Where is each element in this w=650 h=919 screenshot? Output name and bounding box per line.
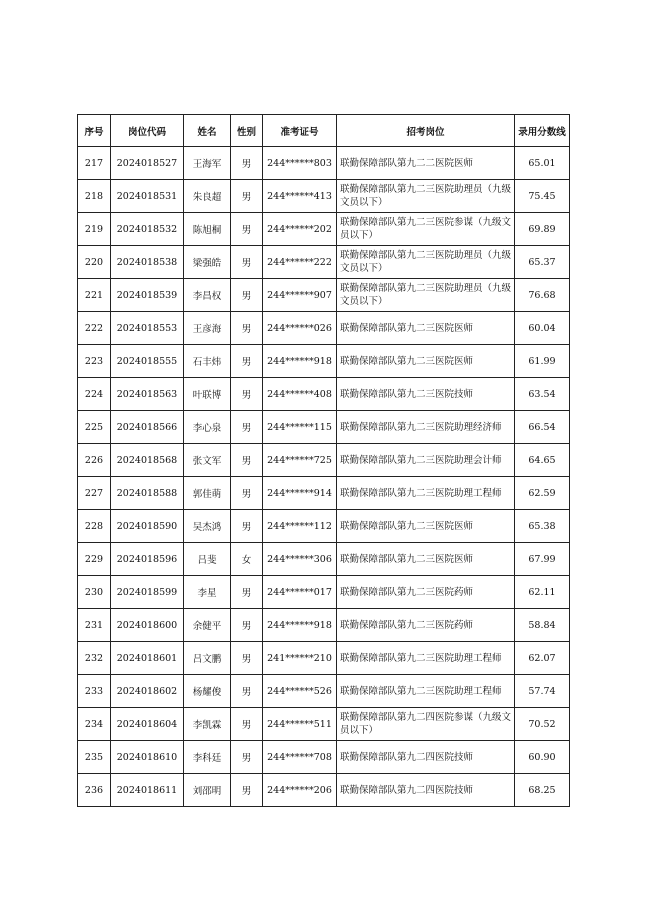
score-line-cell: 64.65 bbox=[515, 444, 570, 477]
score-line-cell: 62.59 bbox=[515, 477, 570, 510]
serial-number-cell: 222 bbox=[78, 312, 111, 345]
table-row bbox=[78, 213, 570, 246]
admission-ticket-cell: 244******017 bbox=[263, 576, 337, 609]
admission-ticket-cell: 244******918 bbox=[263, 345, 337, 378]
header-name: 姓名 bbox=[184, 115, 231, 147]
score-line-cell: 70.52 bbox=[515, 708, 570, 741]
name-cell: 李心泉 bbox=[184, 411, 231, 444]
recruit-position-cell: 联勤保障部队第九二三医院药师 bbox=[337, 609, 515, 642]
table-row bbox=[78, 246, 570, 279]
gender-cell: 男 bbox=[231, 510, 263, 543]
position-code-cell: 2024018532 bbox=[111, 213, 184, 246]
name-cell: 余健平 bbox=[184, 609, 231, 642]
gender-cell: 男 bbox=[231, 213, 263, 246]
table-row bbox=[78, 510, 570, 543]
table-row bbox=[78, 477, 570, 510]
name-cell: 叶联博 bbox=[184, 378, 231, 411]
admission-ticket-cell: 244******115 bbox=[263, 411, 337, 444]
recruit-position-cell: 联勤保障部队第九二四医院参谋（九级文员以下） bbox=[337, 708, 515, 741]
recruit-position-cell: 联勤保障部队第九二三医院助理工程师 bbox=[337, 675, 515, 708]
recruit-position-cell: 联勤保障部队第九二三医院技师 bbox=[337, 378, 515, 411]
gender-cell: 男 bbox=[231, 246, 263, 279]
position-code-cell: 2024018611 bbox=[111, 774, 184, 807]
position-code-cell: 2024018588 bbox=[111, 477, 184, 510]
recruit-position-cell: 联勤保障部队第九二三医院医师 bbox=[337, 345, 515, 378]
admission-ticket-cell: 244******725 bbox=[263, 444, 337, 477]
table-row bbox=[78, 279, 570, 312]
name-cell: 梁强皓 bbox=[184, 246, 231, 279]
score-line-cell: 65.37 bbox=[515, 246, 570, 279]
serial-number-cell: 233 bbox=[78, 675, 111, 708]
header-admission-ticket: 准考证号 bbox=[263, 115, 337, 147]
score-line-cell: 63.54 bbox=[515, 378, 570, 411]
gender-cell: 男 bbox=[231, 411, 263, 444]
serial-number-cell: 229 bbox=[78, 543, 111, 576]
recruit-position-cell: 联勤保障部队第九二二医院医师 bbox=[337, 147, 515, 180]
table-row bbox=[78, 774, 570, 807]
gender-cell: 男 bbox=[231, 312, 263, 345]
recruit-position-cell: 联勤保障部队第九二三医院助理工程师 bbox=[337, 477, 515, 510]
table-header-row bbox=[78, 115, 570, 147]
recruit-position-cell: 联勤保障部队第九二三医院助理员（九级文员以下） bbox=[337, 246, 515, 279]
table-row bbox=[78, 576, 570, 609]
admission-ticket-cell: 244******112 bbox=[263, 510, 337, 543]
admission-ticket-cell: 244******306 bbox=[263, 543, 337, 576]
name-cell: 吕文鹏 bbox=[184, 642, 231, 675]
score-line-cell: 68.25 bbox=[515, 774, 570, 807]
table-row bbox=[78, 378, 570, 411]
admission-ticket-cell: 244******222 bbox=[263, 246, 337, 279]
name-cell: 张文军 bbox=[184, 444, 231, 477]
gender-cell: 男 bbox=[231, 444, 263, 477]
table-row bbox=[78, 642, 570, 675]
admission-ticket-cell: 241******210 bbox=[263, 642, 337, 675]
serial-number-cell: 232 bbox=[78, 642, 111, 675]
admission-ticket-cell: 244******511 bbox=[263, 708, 337, 741]
gender-cell: 男 bbox=[231, 180, 263, 213]
serial-number-cell: 231 bbox=[78, 609, 111, 642]
position-code-cell: 2024018590 bbox=[111, 510, 184, 543]
name-cell: 李科廷 bbox=[184, 741, 231, 774]
admission-ticket-cell: 244******206 bbox=[263, 774, 337, 807]
position-code-cell: 2024018596 bbox=[111, 543, 184, 576]
gender-cell: 男 bbox=[231, 642, 263, 675]
serial-number-cell: 224 bbox=[78, 378, 111, 411]
name-cell: 王彦海 bbox=[184, 312, 231, 345]
recruit-position-cell: 联勤保障部队第九二三医院助理工程师 bbox=[337, 642, 515, 675]
serial-number-cell: 225 bbox=[78, 411, 111, 444]
position-code-cell: 2024018563 bbox=[111, 378, 184, 411]
serial-number-cell: 234 bbox=[78, 708, 111, 741]
serial-number-cell: 227 bbox=[78, 477, 111, 510]
admission-ticket-cell: 244******526 bbox=[263, 675, 337, 708]
recruit-position-cell: 联勤保障部队第九二三医院助理经济师 bbox=[337, 411, 515, 444]
position-code-cell: 2024018538 bbox=[111, 246, 184, 279]
recruit-position-cell: 联勤保障部队第九二三医院助理员（九级文员以下） bbox=[337, 279, 515, 312]
gender-cell: 男 bbox=[231, 378, 263, 411]
position-code-cell: 2024018568 bbox=[111, 444, 184, 477]
admission-ticket-cell: 244******026 bbox=[263, 312, 337, 345]
serial-number-cell: 223 bbox=[78, 345, 111, 378]
score-line-cell: 66.54 bbox=[515, 411, 570, 444]
name-cell: 吕斐 bbox=[184, 543, 231, 576]
name-cell: 朱良超 bbox=[184, 180, 231, 213]
gender-cell: 男 bbox=[231, 576, 263, 609]
score-line-cell: 61.99 bbox=[515, 345, 570, 378]
position-code-cell: 2024018600 bbox=[111, 609, 184, 642]
score-line-cell: 57.74 bbox=[515, 675, 570, 708]
position-code-cell: 2024018527 bbox=[111, 147, 184, 180]
table-row bbox=[78, 708, 570, 741]
position-code-cell: 2024018610 bbox=[111, 741, 184, 774]
table-row bbox=[78, 180, 570, 213]
score-line-cell: 62.11 bbox=[515, 576, 570, 609]
gender-cell: 男 bbox=[231, 741, 263, 774]
gender-cell: 男 bbox=[231, 345, 263, 378]
admission-ticket-cell: 244******413 bbox=[263, 180, 337, 213]
name-cell: 郭佳萌 bbox=[184, 477, 231, 510]
score-line-cell: 60.90 bbox=[515, 741, 570, 774]
name-cell: 吴杰鸿 bbox=[184, 510, 231, 543]
position-code-cell: 2024018602 bbox=[111, 675, 184, 708]
admission-ticket-cell: 244******914 bbox=[263, 477, 337, 510]
recruit-position-cell: 联勤保障部队第九二三医院医师 bbox=[337, 510, 515, 543]
serial-number-cell: 230 bbox=[78, 576, 111, 609]
header-score-line: 录用分数线 bbox=[515, 115, 570, 147]
header-position-code: 岗位代码 bbox=[111, 115, 184, 147]
table-row bbox=[78, 543, 570, 576]
admission-ticket-cell: 244******918 bbox=[263, 609, 337, 642]
admission-ticket-cell: 244******202 bbox=[263, 213, 337, 246]
table-row bbox=[78, 609, 570, 642]
table-row bbox=[78, 312, 570, 345]
serial-number-cell: 220 bbox=[78, 246, 111, 279]
admission-ticket-cell: 244******708 bbox=[263, 741, 337, 774]
score-line-cell: 76.68 bbox=[515, 279, 570, 312]
recruit-position-cell: 联勤保障部队第九二三医院助理会计师 bbox=[337, 444, 515, 477]
table-row bbox=[78, 411, 570, 444]
name-cell: 刘邵明 bbox=[184, 774, 231, 807]
table-row bbox=[78, 444, 570, 477]
serial-number-cell: 219 bbox=[78, 213, 111, 246]
admission-score-table bbox=[77, 114, 570, 807]
position-code-cell: 2024018555 bbox=[111, 345, 184, 378]
table-row bbox=[78, 675, 570, 708]
name-cell: 李星 bbox=[184, 576, 231, 609]
serial-number-cell: 226 bbox=[78, 444, 111, 477]
position-code-cell: 2024018601 bbox=[111, 642, 184, 675]
gender-cell: 男 bbox=[231, 279, 263, 312]
position-code-cell: 2024018599 bbox=[111, 576, 184, 609]
gender-cell: 女 bbox=[231, 543, 263, 576]
header-serial-number: 序号 bbox=[78, 115, 111, 147]
header-gender: 性别 bbox=[231, 115, 263, 147]
score-line-cell: 65.38 bbox=[515, 510, 570, 543]
position-code-cell: 2024018531 bbox=[111, 180, 184, 213]
table-body bbox=[78, 147, 570, 807]
table-row bbox=[78, 345, 570, 378]
score-line-cell: 62.07 bbox=[515, 642, 570, 675]
gender-cell: 男 bbox=[231, 708, 263, 741]
serial-number-cell: 228 bbox=[78, 510, 111, 543]
header-recruit-position: 招考岗位 bbox=[337, 115, 515, 147]
name-cell: 杨耀俊 bbox=[184, 675, 231, 708]
serial-number-cell: 235 bbox=[78, 741, 111, 774]
score-line-cell: 60.04 bbox=[515, 312, 570, 345]
score-line-cell: 58.84 bbox=[515, 609, 570, 642]
name-cell: 陈旭桐 bbox=[184, 213, 231, 246]
name-cell: 李凯霖 bbox=[184, 708, 231, 741]
position-code-cell: 2024018539 bbox=[111, 279, 184, 312]
gender-cell: 男 bbox=[231, 609, 263, 642]
serial-number-cell: 221 bbox=[78, 279, 111, 312]
gender-cell: 男 bbox=[231, 477, 263, 510]
recruit-position-cell: 联勤保障部队第九二四医院技师 bbox=[337, 741, 515, 774]
position-code-cell: 2024018553 bbox=[111, 312, 184, 345]
gender-cell: 男 bbox=[231, 147, 263, 180]
gender-cell: 男 bbox=[231, 774, 263, 807]
recruit-position-cell: 联勤保障部队第九二四医院技师 bbox=[337, 774, 515, 807]
table-row bbox=[78, 741, 570, 774]
score-line-cell: 67.99 bbox=[515, 543, 570, 576]
name-cell: 李昌权 bbox=[184, 279, 231, 312]
gender-cell: 男 bbox=[231, 675, 263, 708]
name-cell: 石丰炜 bbox=[184, 345, 231, 378]
serial-number-cell: 217 bbox=[78, 147, 111, 180]
recruit-position-cell: 联勤保障部队第九二三医院医师 bbox=[337, 312, 515, 345]
serial-number-cell: 236 bbox=[78, 774, 111, 807]
table-row bbox=[78, 147, 570, 180]
admission-ticket-cell: 244******803 bbox=[263, 147, 337, 180]
admission-ticket-cell: 244******408 bbox=[263, 378, 337, 411]
recruit-position-cell: 联勤保障部队第九二三医院参谋（九级文员以下） bbox=[337, 213, 515, 246]
recruit-position-cell: 联勤保障部队第九二三医院药师 bbox=[337, 576, 515, 609]
recruit-position-cell: 联勤保障部队第九二三医院医师 bbox=[337, 543, 515, 576]
score-line-cell: 69.89 bbox=[515, 213, 570, 246]
score-line-cell: 75.45 bbox=[515, 180, 570, 213]
score-line-cell: 65.01 bbox=[515, 147, 570, 180]
serial-number-cell: 218 bbox=[78, 180, 111, 213]
position-code-cell: 2024018566 bbox=[111, 411, 184, 444]
admission-ticket-cell: 244******907 bbox=[263, 279, 337, 312]
recruit-position-cell: 联勤保障部队第九二三医院助理员（九级文员以下） bbox=[337, 180, 515, 213]
position-code-cell: 2024018604 bbox=[111, 708, 184, 741]
name-cell: 王海军 bbox=[184, 147, 231, 180]
